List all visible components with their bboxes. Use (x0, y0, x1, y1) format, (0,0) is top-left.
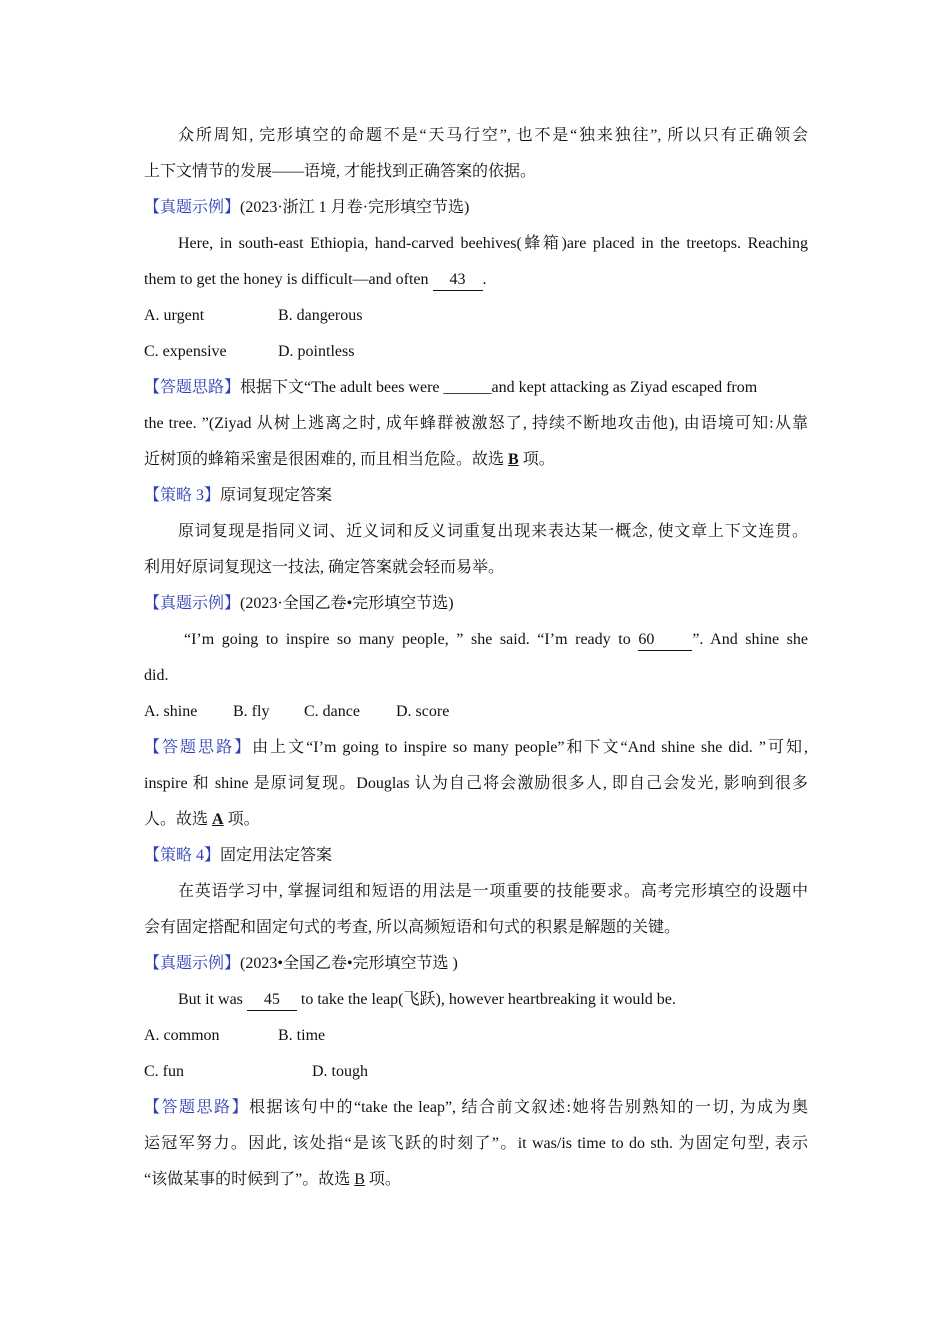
example-tag: 【真题示例】 (144, 199, 241, 216)
example-2-options (144, 694, 808, 730)
option-d: D. tough (312, 1063, 368, 1080)
tip-text-end: 项。 (223, 811, 260, 828)
strategy-tag: 【策略 4】 (144, 847, 221, 864)
example-source: (2023•全国乙卷•完形填空节选 ) (240, 955, 458, 972)
question-text: But it was (178, 991, 247, 1008)
example-2-tip-line-1 (144, 730, 808, 766)
example-source: (2023·浙江 1 月卷·完形填空节选) (240, 199, 470, 216)
tip-text: 由上文“I’m going to inspire so many people”和下文“And shine she did. ”可知, (252, 739, 808, 756)
option-b: B. fly (233, 703, 270, 720)
tip-text: 根据下文“The adult bees were ______and kept attacking as Ziyad escaped from (240, 379, 758, 396)
example-source: (2023·全国乙卷•完形填空节选) (240, 595, 454, 612)
option-c: C. expensive (144, 343, 227, 360)
example-3-line-1 (144, 982, 808, 1018)
example-2-tip-line-2: inspire 和 shine 是原词复现。Douglas 认为自己将会激励很多人, 即自己会发光, 影响到很多 (144, 775, 808, 792)
tip-text: 人。故选 (144, 811, 213, 828)
document-page (144, 118, 808, 1198)
strategy-4-header (144, 838, 808, 874)
strategy-4-line-2: 会有固定搭配和固定句式的考查, 所以高频短语和句式的积累是解题的关键。 (144, 919, 681, 936)
tip-tag: 【答题思路】 (144, 1099, 249, 1116)
example-tag: 【真题示例】 (144, 595, 241, 612)
intro-line-2: 上下文情节的发展——语境, 才能找到正确答案的依据。 (144, 163, 537, 180)
strategy-3-header (144, 478, 808, 514)
example-1-options-row-2 (144, 334, 808, 370)
strategy-tag: 【策略 3】 (144, 487, 221, 504)
option-b: B. dangerous (278, 307, 363, 324)
example-2-header (144, 586, 808, 622)
strategy-title: 固定用法定答案 (220, 847, 333, 864)
strategy-4-line-1: 在英语学习中, 掌握词组和短语的用法是一项重要的技能要求。高考完形填空的设题中 (178, 883, 808, 900)
question-text-end: to take the leap(飞跃), however heartbreaking it would be. (296, 991, 676, 1008)
blank-45: 45 (247, 990, 297, 1011)
tip-tag: 【答题思路】 (144, 379, 241, 396)
example-3-tip-line-1 (144, 1090, 808, 1126)
example-1-line-1: Here, in south-east Ethiopia, hand-carved beehives(蜂箱)are placed in the treetops. Reaching (178, 235, 808, 252)
strategy-3-line-2: 利用好原词复现这一技法, 确定答案就会轻而易举。 (144, 559, 505, 576)
question-text: “I’m going to inspire so many people, ” she said. “I’m ready to (184, 631, 639, 648)
example-3-tip-line-2: 运冠军努力。因此, 该处指“是该飞跃的时刻了”。it was/is time to do sth. 为固定句型, 表示 (144, 1135, 808, 1152)
example-2-tip-line-3 (144, 802, 808, 838)
example-3-tip-line-3 (144, 1162, 808, 1198)
question-text: them to get the honey is difficult—and often (144, 271, 433, 288)
question-text-end: . (482, 271, 487, 288)
example-3-options-row-2 (144, 1054, 808, 1090)
strategy-title: 原词复现定答案 (220, 487, 333, 504)
example-1-tip-line-2: the tree. ”(Ziyad 从树上逃离之时, 成年蜂群被激怒了, 持续不断地攻击他), 由语境可知:从靠 (144, 415, 808, 432)
option-c: C. dance (304, 703, 360, 720)
tip-text-end: 项。 (364, 1171, 401, 1188)
answer-b: B (508, 451, 519, 468)
example-3-options-row-1 (144, 1018, 808, 1054)
example-1-line-2 (144, 262, 808, 298)
tip-text: 根据该句中的“take the leap”, 结合前文叙述:她将告别熟知的一切, 为成为奥 (249, 1099, 808, 1116)
example-3-header (144, 946, 808, 982)
tip-text-end: 项。 (518, 451, 555, 468)
option-d: D. score (396, 703, 450, 720)
option-c: C. fun (144, 1063, 184, 1080)
example-1-header (144, 190, 808, 226)
option-d: D. pointless (278, 343, 355, 360)
question-text-end: ”. And shine she (692, 631, 808, 648)
blank-60: 60 (638, 630, 692, 651)
example-1-options-row-1 (144, 298, 808, 334)
example-1-tip-line-1 (144, 370, 808, 406)
tip-tag: 【答题思路】 (144, 739, 253, 756)
example-tag: 【真题示例】 (144, 955, 241, 972)
answer-a: A (212, 811, 224, 828)
blank-43: 43 (433, 270, 483, 291)
tip-text: 近树顶的蜂箱采蜜是很困难的, 而且相当危险。故选 (144, 451, 509, 468)
answer-b: B (354, 1171, 365, 1188)
option-a: A. shine (144, 703, 198, 720)
tip-text: “该做某事的时候到了”。故选 (144, 1171, 355, 1188)
example-2-line-1 (144, 622, 808, 658)
strategy-3-line-1: 原词复现是指同义词、近义词和反义词重复出现来表达某一概念, 使文章上下文连贯。 (178, 523, 808, 540)
option-b: B. time (278, 1027, 326, 1044)
example-1-tip-line-3 (144, 442, 808, 478)
option-a: A. urgent (144, 307, 205, 324)
intro-line-1: 众所周知, 完形填空的命题不是“天马行空”, 也不是“独来独往”, 所以只有正确领会 (178, 127, 808, 144)
example-2-line-2: did. (144, 667, 169, 684)
option-a: A. common (144, 1027, 220, 1044)
